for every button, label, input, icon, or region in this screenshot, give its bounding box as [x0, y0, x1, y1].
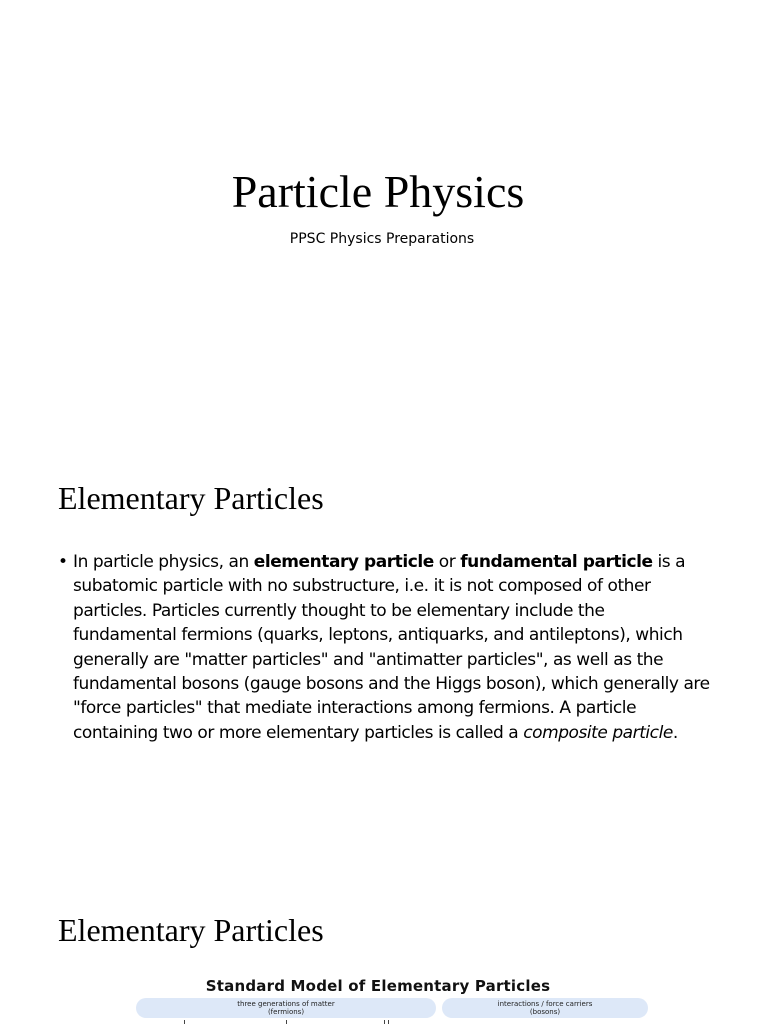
slide-heading: Elementary Particles: [58, 480, 324, 516]
column-divider: [286, 1020, 287, 1024]
title-slide: [0, 0, 768, 432]
band-label: interactions / force carriers: [497, 1000, 593, 1008]
elementary-particles-slide: [0, 432, 768, 864]
paragraph-text: or: [433, 552, 461, 572]
paragraph-text: In particle physics, an: [73, 552, 254, 572]
slide-heading: Elementary Particles: [58, 912, 324, 948]
bullet-item: [58, 550, 710, 745]
band-sublabel: (fermions): [267, 1008, 305, 1016]
standard-model-slide: [0, 864, 768, 1024]
figure-title: Standard Model of Elementary Particles: [205, 977, 551, 995]
bullet-list: [58, 550, 710, 745]
band-label: three generations of matter: [237, 1000, 335, 1008]
column-divider: [184, 1020, 185, 1024]
paragraph-text: is a subatomic particle with no substructure, i.e. it is not composed of other particles. Particles currently thought to be elementary include the fundamental fermions (quarks, leptons, antiquarks, and antileptons), which generally are "matter particles" and "antimatter particles", as well as the fundamental bosons (gauge bosons and the Higgs boson), which generally are "force particles" that mediate interactions among fermions. A particle containing two or more elementary particles is called a: [73, 552, 710, 743]
column-divider: [388, 1020, 389, 1024]
bold-term: elementary particle: [253, 552, 434, 572]
page-title: Particle Physics: [231, 166, 525, 217]
column-divider: [384, 1020, 385, 1024]
bosons-band: [442, 998, 648, 1018]
standard-model-figure: [132, 976, 624, 1024]
italic-term: composite particle: [523, 722, 673, 743]
page-subtitle: PPSC Physics Preparations: [289, 231, 475, 247]
bullet-icon: •: [58, 552, 68, 572]
paragraph-text: .: [672, 722, 678, 743]
fermions-band: [136, 998, 436, 1018]
band-sublabel: (bosons): [529, 1008, 561, 1016]
bold-term: fundamental particle: [460, 552, 653, 572]
